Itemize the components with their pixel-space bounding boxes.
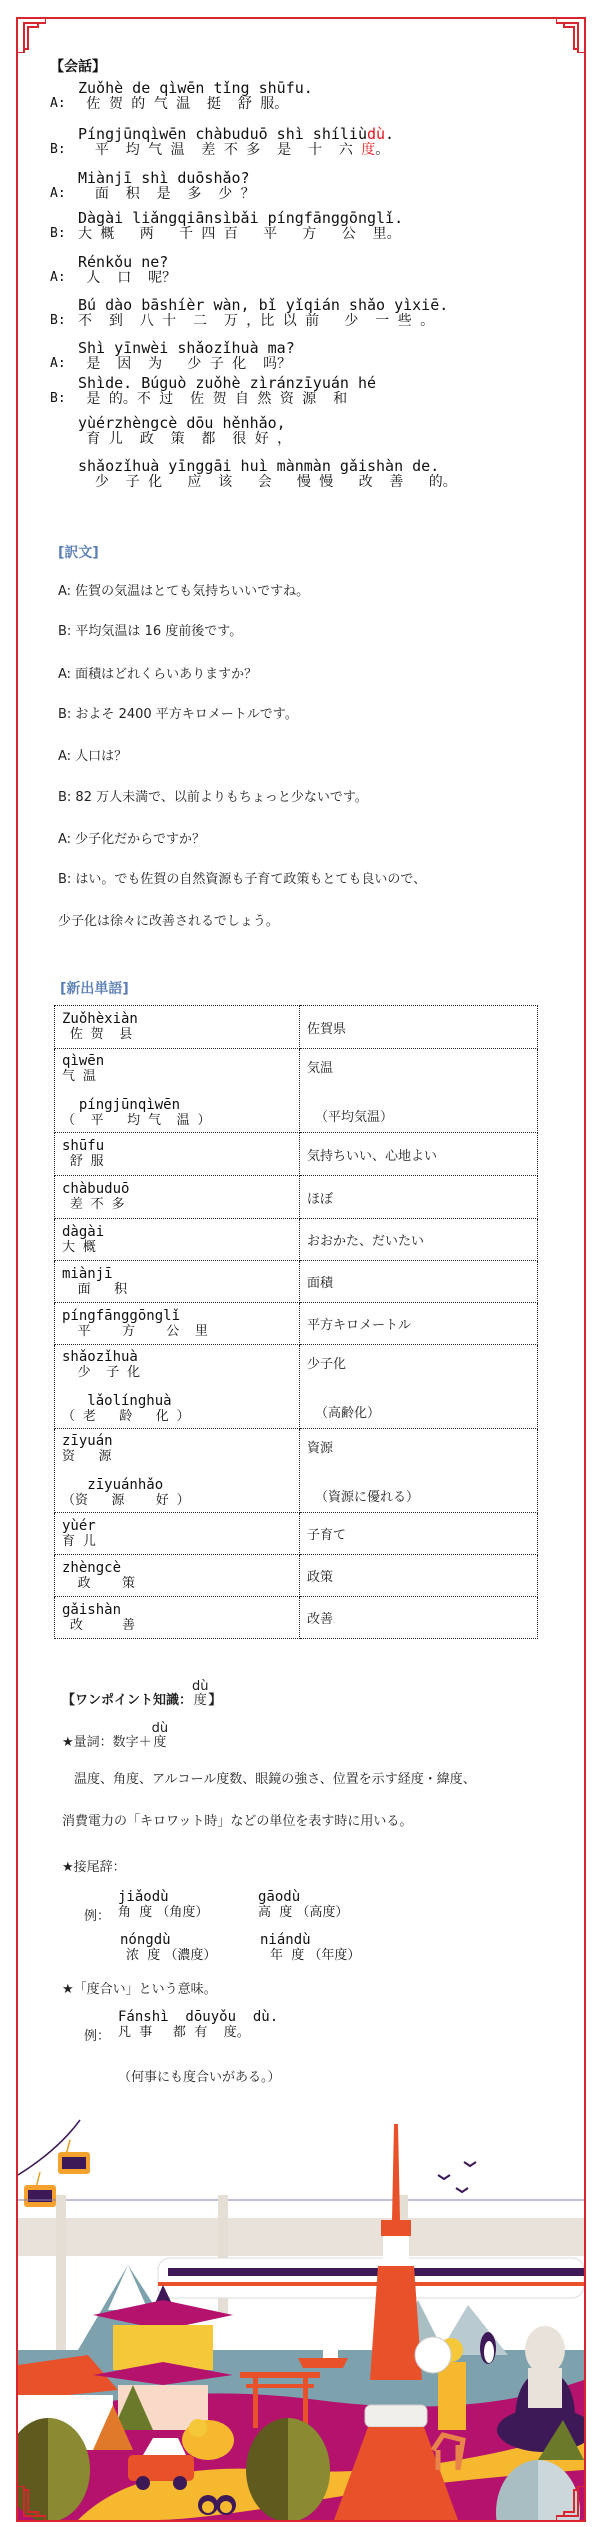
ruby-char: 度: [193, 1693, 207, 1708]
word-pinyin: shǎozǐhuà: [62, 1348, 138, 1365]
word-hanzi: 平 方 公 里: [62, 1323, 208, 1339]
example-meaning: （高度）: [296, 1905, 349, 1920]
word-pinyin: dàgài: [62, 1223, 105, 1240]
translation-title: [訳文]: [58, 545, 99, 561]
speaker-label: [50, 474, 78, 490]
sub-word-meaning: （高齢化）: [315, 1405, 381, 1421]
translation-line: A: 人口は？: [58, 749, 128, 764]
dialogue-line: [50, 297, 448, 329]
japan-landmarks-illustration: [18, 2100, 584, 2520]
dialogue-line: [50, 375, 376, 407]
table-row: [55, 1303, 538, 1345]
word-meaning: 資源: [307, 1440, 334, 1456]
dialogue-line: [50, 210, 403, 242]
pinyin: Miànjī shì duōshǎo?: [78, 169, 250, 187]
translation-line: A: 少子化だからですか？: [58, 832, 206, 847]
vocabulary-table: [54, 1005, 538, 1639]
hanzi: 不 到 八 十 二 万 ，比 以 前 少 一 些 。: [78, 313, 435, 329]
hanzi-end: 。: [375, 142, 390, 158]
measure-word-heading: [62, 1722, 168, 1750]
corner-ornament-top-left: [16, 17, 46, 53]
corner-ornament-bottom-left: [16, 2486, 46, 2522]
sub-word-hanzi: （ 平 均 气 温 ）: [62, 1112, 211, 1128]
translation-line: A: 佐賀の気温はとても気持ちいいですね。: [58, 584, 310, 599]
pinyin: Bú dào bāshíèr wàn, bǐ yǐqián shǎo yìxiē.: [78, 296, 449, 314]
word-hanzi: 面 积: [62, 1281, 128, 1297]
hanzi: 育 儿 政 策 都 很 好 ，: [78, 431, 292, 447]
word-meaning: おおかた、だいたい: [300, 1219, 538, 1261]
table-row: [55, 1049, 538, 1133]
table-row: [55, 1513, 538, 1555]
degree-example-translation: （何事にも度合いがある。）: [118, 2070, 281, 2085]
word-hanzi: 资 源: [62, 1448, 112, 1464]
example-pinyin: nóngdù: [120, 1932, 171, 1948]
speaker-label: A:: [50, 356, 66, 371]
word-pinyin: shūfu: [62, 1138, 105, 1154]
example-meaning: （濃度）: [164, 1948, 217, 1963]
table-row: [55, 1219, 538, 1261]
example-hanzi: 角 度: [118, 1905, 153, 1920]
example-word: [260, 1933, 360, 1963]
word-meaning: 気温: [307, 1060, 334, 1076]
one-point-title-prefix: 【ワンポイント知識：: [62, 1693, 193, 1708]
ruby-pinyin: dù: [151, 1721, 169, 1736]
sub-word-meaning: （平均気温）: [315, 1109, 394, 1125]
translation-line: B: 平均気温は 16 度前後です。: [58, 624, 243, 639]
pinyin: shǎozǐhuà yīnggāi huì mànmàn gǎishàn de.: [78, 457, 440, 475]
measure-desc-line2: 消費電力の「キロワット時」などの単位を表す時に用いる。: [62, 1814, 413, 1829]
sub-word-pinyin: píngjūnqìwēn: [62, 1096, 181, 1113]
speaker-label: A:: [50, 270, 66, 285]
pinyin: Píngjūnqìwēn chàbuduō shì shíliù: [78, 125, 367, 143]
word-hanzi: 佐 贺 县: [62, 1027, 133, 1042]
corner-ornament-bottom-right: [556, 2486, 586, 2522]
corner-ornament-top-right: [556, 17, 586, 53]
pinyin: Rénkǒu ne?: [78, 253, 169, 271]
word-meaning: 面積: [300, 1261, 538, 1303]
table-row: [55, 1429, 538, 1513]
example-pinyin: Fánshì dōuyǒu dù.: [118, 2009, 279, 2025]
table-row: [55, 1345, 538, 1429]
word-hanzi: 改 善: [62, 1617, 135, 1633]
translation-line: A: 面積はどれくらいありますか？: [58, 667, 258, 682]
dialogue-line: [50, 170, 255, 202]
example-hanzi: 凡 事 都 有 度。: [118, 2025, 250, 2040]
pinyin: Shì yīnwèi shǎozǐhuà ma?: [78, 339, 295, 357]
speaker-label: B:: [50, 313, 66, 328]
hanzi: 少 子 化 应 该 会 慢 慢 改 善 的。: [78, 474, 457, 490]
word-hanzi: 育 儿: [62, 1533, 96, 1549]
dialogue-line: [50, 415, 291, 447]
sub-word-meaning: （資源に優れる）: [315, 1489, 420, 1505]
hanzi: 面 积 是 多 少 ？: [78, 186, 255, 202]
dialogue-line: [50, 126, 394, 158]
example-meaning: （年度）: [308, 1948, 361, 1963]
table-row: [55, 1597, 538, 1639]
table-row: [55, 1261, 538, 1303]
word-pinyin: píngfānggōnglǐ: [62, 1307, 181, 1324]
translation-line: B: 82 万人未満で、以前よりもちょっと少ないです。: [58, 790, 368, 805]
word-meaning: 佐賀県: [300, 1006, 538, 1049]
pinyin: Dàgài liǎngqiānsìbǎi píngfānggōnglǐ.: [78, 209, 404, 227]
word-hanzi: 少 子 化: [62, 1364, 141, 1380]
pinyin-highlight: dù: [366, 125, 386, 143]
one-point-title: [62, 1680, 222, 1708]
word-pinyin: Zuǒhèxiàn: [62, 1011, 138, 1027]
pinyin: yùérzhèngcè dōu hěnhǎo,: [78, 414, 286, 432]
word-meaning: ほぼ: [300, 1176, 538, 1219]
example-pinyin: gāodù: [258, 1889, 301, 1905]
table-row: [55, 1006, 538, 1049]
speaker-label: [50, 431, 78, 447]
word-pinyin: zhèngcè: [62, 1559, 122, 1576]
hanzi: 是 因 为 少 子 化 吗？: [78, 356, 292, 372]
pinyin: Zuǒhè de qìwēn tǐng shūfu.: [78, 79, 313, 97]
measure-desc-line1: 温度、角度、アルコール度数、眼鏡の強さ、位置を示す経度・緯度、: [74, 1772, 476, 1787]
dialogue-line: [50, 458, 457, 490]
word-hanzi: 差 不 多: [62, 1197, 125, 1212]
example-pinyin: jiǎodù: [118, 1889, 169, 1905]
word-meaning: 気持ちいい、心地よい: [300, 1133, 538, 1176]
word-meaning: 改善: [300, 1597, 538, 1639]
dialogue-line: [50, 254, 176, 286]
hanzi-highlight: 度: [361, 142, 376, 158]
word-pinyin: chàbuduō: [62, 1181, 130, 1197]
sub-word-hanzi: （ 老 龄 化 ）: [62, 1408, 190, 1424]
example-meaning: （角度）: [156, 1905, 209, 1920]
word-pinyin: qìwēn: [62, 1052, 105, 1069]
speaker-label: B:: [50, 142, 66, 157]
word-pinyin: gǎishàn: [62, 1601, 122, 1618]
word-hanzi: 气 温: [62, 1068, 96, 1084]
speaker-label: B:: [50, 226, 66, 241]
word-meaning: 少子化: [307, 1356, 347, 1372]
example-word: [258, 1890, 348, 1920]
ruby-char: 度: [153, 1735, 167, 1750]
vocabulary-title: [新出単語]: [60, 981, 129, 997]
translation-line: B: およそ 2400 平方キロメートルです。: [58, 707, 298, 722]
table-row: [55, 1133, 538, 1176]
measure-prefix: ★量詞：数字＋: [62, 1735, 152, 1750]
hanzi: 佐 贺 的 气 温 挺 舒 服。: [78, 96, 289, 112]
speaker-label: B:: [50, 391, 66, 406]
example-hanzi: 年 度: [270, 1948, 305, 1963]
table-row: [55, 1555, 538, 1597]
translation-line: 少子化は徐々に改善されるでしょう。: [58, 914, 279, 929]
example-hanzi: 高 度: [258, 1905, 293, 1920]
word-hanzi: 政 策: [62, 1575, 135, 1591]
pinyin-end: .: [385, 125, 395, 143]
example-label: 例：: [84, 1909, 111, 1924]
dialogue-line: [50, 340, 295, 372]
degree-heading: ★「度合い」という意味。: [62, 1982, 217, 1997]
hanzi: 人 口 呢？: [78, 270, 177, 286]
hanzi: 是 的。不 过 佐 贺 自 然 资 源 和: [78, 391, 348, 407]
degree-example: [118, 2010, 278, 2040]
hanzi: 平 均 气 温 差 不 多 是 十 六: [78, 142, 362, 158]
sub-word-pinyin: lǎolínghuà: [62, 1392, 172, 1409]
example-label: 例：: [84, 2029, 111, 2044]
word-meaning: 政策: [300, 1555, 538, 1597]
example-hanzi: 浓 度: [126, 1948, 161, 1963]
hanzi: 大 概 两 千 四 百 平 方 公 里。: [78, 226, 401, 242]
sub-word-hanzi: （资 源 好 ）: [62, 1492, 190, 1508]
translation-line: B: はい。でも佐賀の自然資源も子育て政策もとても良いので、: [58, 872, 427, 887]
suffix-heading: ★接尾辞：: [62, 1860, 126, 1875]
ruby-pinyin: dù: [192, 1679, 209, 1694]
dialogue-line: [50, 80, 313, 112]
word-hanzi: 舒 服: [62, 1154, 104, 1169]
speaker-label: A:: [50, 186, 66, 201]
word-meaning: 平方キロメートル: [300, 1303, 538, 1345]
example-pinyin: niándù: [260, 1932, 311, 1948]
word-pinyin: miànjī: [62, 1265, 113, 1282]
word-hanzi: 大 概: [62, 1239, 96, 1255]
conversation-title: 【会話】: [50, 59, 106, 75]
one-point-title-suffix: 】: [208, 1693, 222, 1708]
word-pinyin: yùér: [62, 1517, 96, 1534]
example-word: [120, 1933, 216, 1963]
table-row: [55, 1176, 538, 1219]
example-word: [118, 1890, 208, 1920]
speaker-label: A:: [50, 96, 66, 111]
pinyin: Shìde. Búguò zuǒhè zìránzīyuán hé: [78, 374, 377, 392]
word-pinyin: zīyuán: [62, 1432, 113, 1449]
word-meaning: 子育て: [300, 1513, 538, 1555]
sub-word-pinyin: zīyuánhǎo: [62, 1476, 164, 1493]
